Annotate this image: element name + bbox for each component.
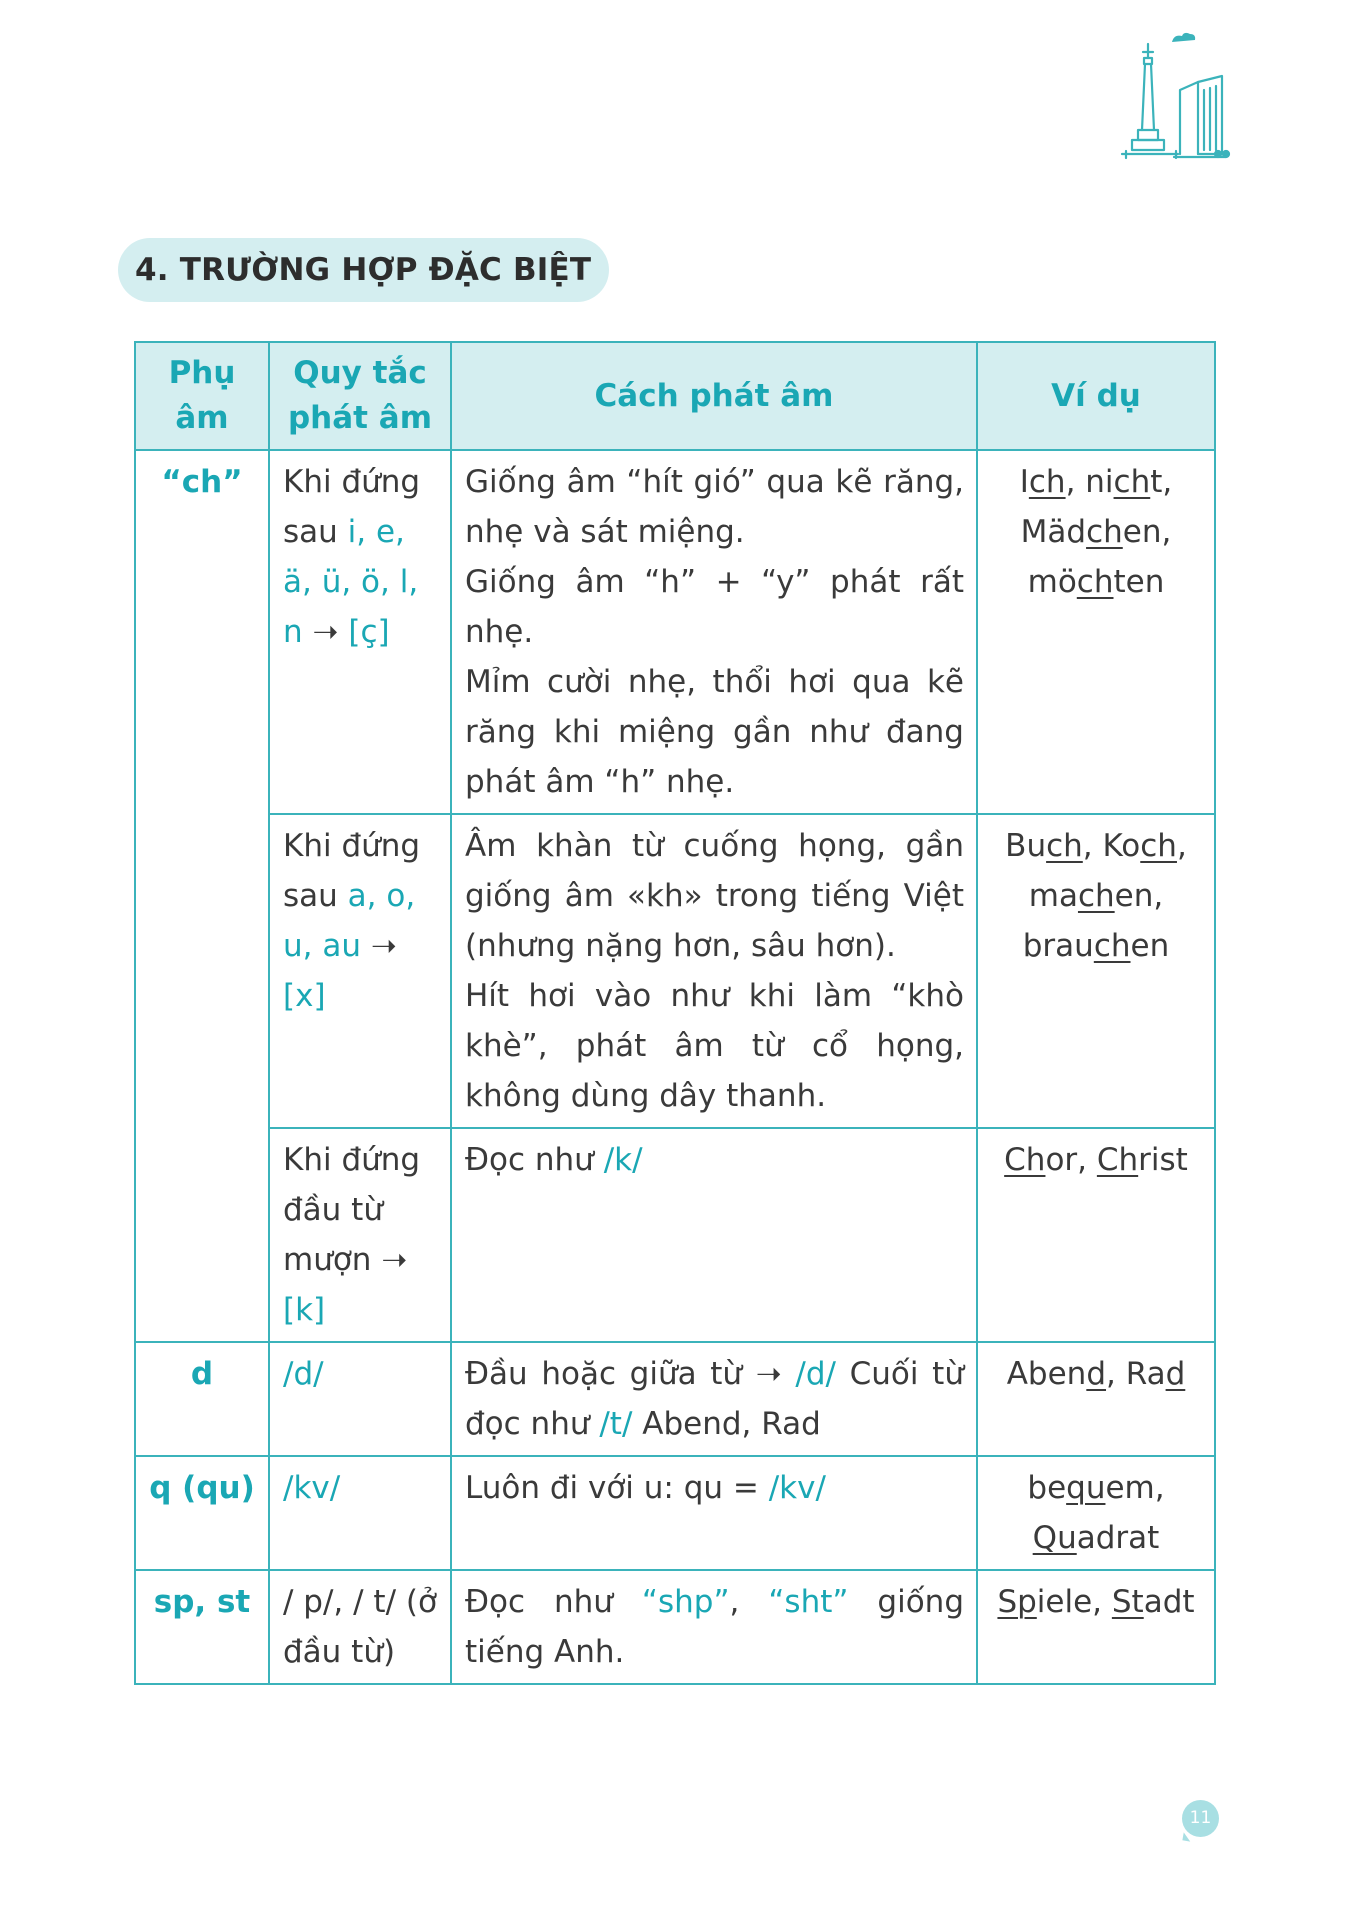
table-row (135, 1456, 1215, 1570)
city-tower-icon (1118, 30, 1243, 165)
ipa-symbol: /d/ (283, 1356, 324, 1392)
example-text: Mäd (1020, 514, 1087, 550)
consonant-cell: “ch” (135, 450, 269, 1342)
ipa-symbol: [k] (283, 1292, 326, 1328)
ipa-symbol: /kv/ (768, 1470, 826, 1506)
pronunciation-text: Abend, Rad (632, 1406, 821, 1442)
example-cell (977, 1570, 1215, 1684)
pronunciation-text: giống tiếng Anh. (465, 1584, 964, 1670)
example-underlined: Sp (997, 1584, 1037, 1620)
pronunciation-line: Giống âm “hít gió” qua kẽ răng, nhẹ và sát miệng. (465, 464, 964, 550)
consonant-cell: sp, st (135, 1570, 269, 1684)
header-pronunciation: Cách phát âm (451, 342, 977, 450)
rule-text: Khi đứng sau (283, 464, 421, 550)
example-cell (977, 1456, 1215, 1570)
header-rule: Quy tắc phát âm (269, 342, 451, 450)
example-underlined: d (1165, 1356, 1186, 1392)
pronunciation-line: Giống âm “h” + “y” phát rất nhẹ. (465, 564, 964, 650)
arrow-icon: ➝ (361, 928, 397, 964)
pronunciation-text: Cuối từ đọc như (465, 1356, 964, 1442)
example-cell (977, 814, 1215, 1128)
rule-cell (269, 1342, 451, 1456)
pronunciation-table (134, 341, 1216, 1685)
example-text: , Ko (1082, 828, 1141, 864)
ipa-symbol: /t/ (599, 1406, 633, 1442)
example-text: em, (1105, 1470, 1165, 1506)
rule-letters: a, o, u, au (283, 878, 416, 964)
example-text: ten (1113, 564, 1165, 600)
example-underlined: ch (1028, 464, 1066, 500)
example-underlined: d (1086, 1356, 1107, 1392)
example-underlined: ch (1077, 878, 1115, 914)
table-row (135, 1342, 1215, 1456)
pronunciation-cell (451, 1128, 977, 1342)
example-text: brau (1022, 928, 1094, 964)
example-text: mö (1027, 564, 1077, 600)
rule-text: Khi đứng đầu từ mượn (283, 1142, 421, 1278)
rule-cell (269, 1128, 451, 1342)
example-underlined: ch (1140, 828, 1177, 864)
pronunciation-text: , (729, 1584, 769, 1620)
table-row (135, 1128, 1215, 1342)
rule-cell: / p/, / t/ (ở đầu từ) (269, 1570, 451, 1684)
arrow-icon: ➝ (371, 1242, 408, 1278)
pronunciation-cell (451, 450, 977, 814)
example-underlined: ch (1113, 464, 1151, 500)
quoted-sound: “shp” (641, 1584, 730, 1620)
example-cell (977, 1128, 1215, 1342)
rule-text: Khi đứng sau (283, 828, 421, 914)
quoted-sound: “sht” (768, 1584, 849, 1620)
example-cell (977, 1342, 1215, 1456)
example-text: I (1019, 464, 1029, 500)
rule-cell (269, 814, 451, 1128)
example-underlined: ch (1093, 928, 1131, 964)
example-text: Bu (1005, 828, 1047, 864)
example-underlined: Qu (1032, 1520, 1077, 1556)
pronunciation-cell (451, 1342, 977, 1456)
page-number: 11 (1182, 1800, 1219, 1837)
table-row (135, 814, 1215, 1128)
example-text: Aben (1006, 1356, 1087, 1392)
arrow-icon: ➝ (302, 614, 349, 650)
table-header-row (135, 342, 1215, 450)
example-text: rist (1138, 1142, 1188, 1178)
ipa-symbol: /k/ (603, 1142, 643, 1178)
pronunciation-text: Đầu hoặc giữa từ ➝ (465, 1356, 796, 1392)
pronunciation-text: Đọc như (465, 1142, 604, 1178)
pronunciation-line: Mỉm cười nhẹ, thổi hơi qua kẽ răng khi miệng gần như đang phát âm “h” nhẹ. (465, 664, 964, 800)
example-text: t, (1150, 464, 1173, 500)
pronunciation-text: Đọc như (465, 1584, 642, 1620)
pronunciation-cell (451, 1570, 977, 1684)
pronunciation-line: Hít hơi vào như khi làm “khò khè”, phát âm từ cổ họng, không dùng dây thanh. (465, 978, 964, 1114)
example-text: iele, (1036, 1584, 1112, 1620)
rule-letters: i, e, ä, ü, ö, l, n (283, 514, 419, 650)
pronunciation-text: Luôn đi với u: qu = (465, 1470, 769, 1506)
example-text: , (1176, 828, 1187, 864)
pronunciation-cell (451, 814, 977, 1128)
table-row (135, 1570, 1215, 1684)
example-text: be (1027, 1470, 1067, 1506)
ipa-symbol: [x] (283, 978, 326, 1014)
example-underlined: Ch (1004, 1142, 1046, 1178)
ipa-symbol: /kv/ (283, 1470, 341, 1506)
table-row (135, 450, 1215, 814)
example-text: adt (1143, 1584, 1195, 1620)
ipa-symbol: [ç] (348, 614, 390, 650)
section-title: 4. TRƯỜNG HỢP ĐẶC BIỆT (118, 238, 609, 302)
example-text: en, (1122, 514, 1172, 550)
example-text: , ni (1065, 464, 1114, 500)
example-cell (977, 450, 1215, 814)
consonant-cell: q (qu) (135, 1456, 269, 1570)
example-text: en, (1114, 878, 1164, 914)
ipa-symbol: /d/ (795, 1356, 836, 1392)
example-underlined: qu (1066, 1470, 1106, 1506)
example-underlined: ch (1086, 514, 1123, 550)
pronunciation-cell (451, 1456, 977, 1570)
example-text: en (1130, 928, 1170, 964)
header-example: Ví dụ (977, 342, 1215, 450)
example-underlined: St (1111, 1584, 1144, 1620)
consonant-cell: d (135, 1342, 269, 1456)
example-underlined: ch (1076, 564, 1114, 600)
header-consonant: Phụ âm (135, 342, 269, 450)
example-underlined: ch (1046, 828, 1083, 864)
example-text: adrat (1076, 1520, 1160, 1556)
example-text: , Ra (1106, 1356, 1166, 1392)
example-text: ma (1028, 878, 1078, 914)
rule-cell (269, 450, 451, 814)
example-text: or, (1045, 1142, 1097, 1178)
pronunciation-line: Âm khàn từ cuống họng, gần giống âm «kh» trong tiếng Việt (nhưng nặng hơn, sâu hơn). (465, 828, 964, 964)
rule-cell (269, 1456, 451, 1570)
example-underlined: Ch (1096, 1142, 1139, 1178)
